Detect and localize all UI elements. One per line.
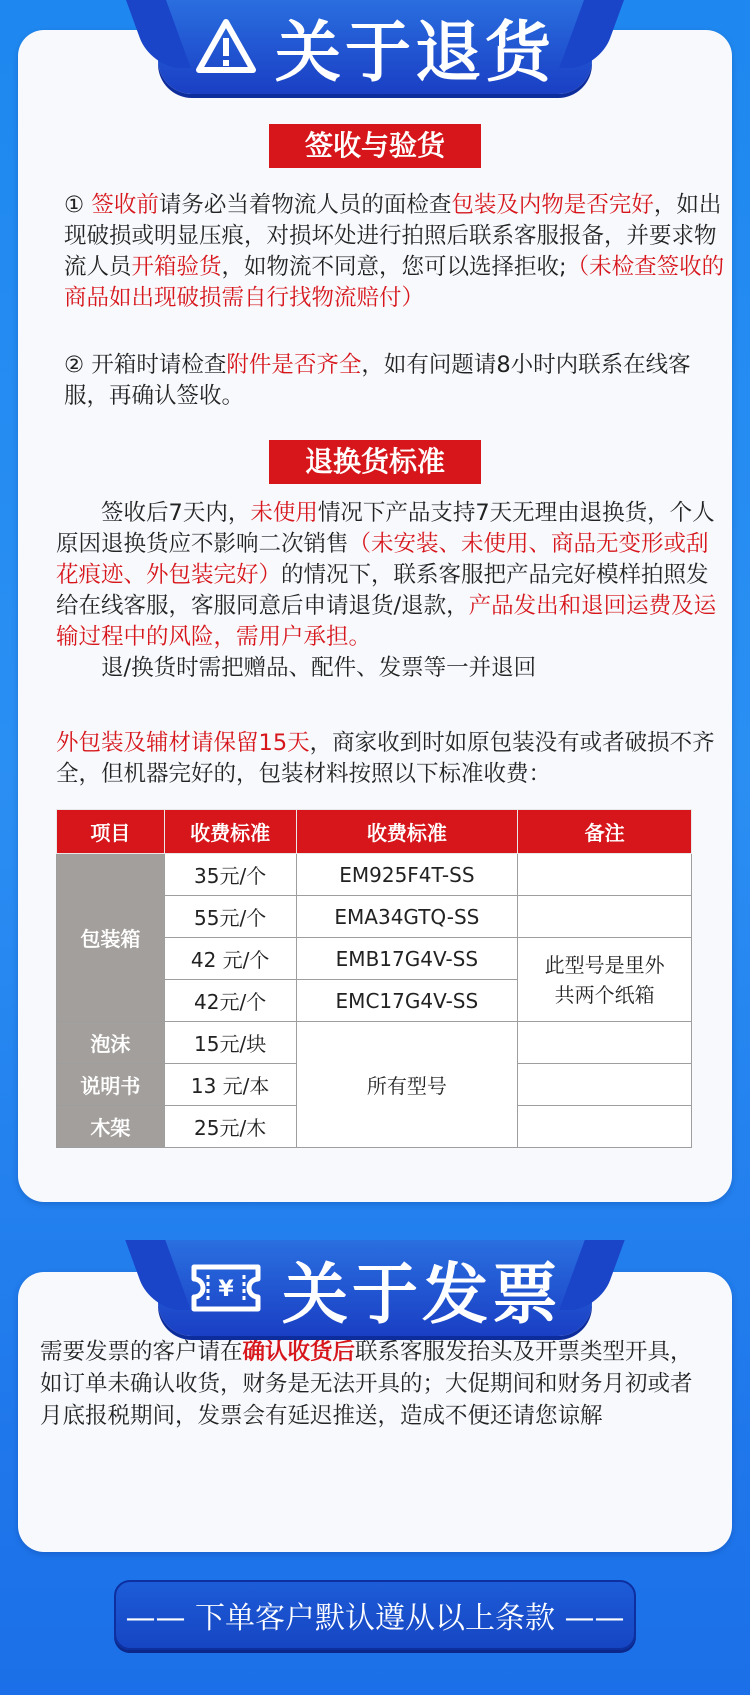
note-cell — [518, 1022, 692, 1064]
item-cell: 木架 — [57, 1106, 165, 1148]
table-header: 收费标准 — [296, 810, 518, 854]
highlight-text: 确认收货后 — [242, 1339, 356, 1365]
table-row — [57, 1022, 692, 1064]
returns-banner — [158, 0, 592, 94]
table-header: 项目 — [57, 810, 165, 854]
currency-symbol: ¥ — [218, 1277, 234, 1302]
invoice-paragraph — [40, 1336, 700, 1432]
item-cell: 说明书 — [57, 1064, 165, 1106]
price-cell: 42 元/个 — [164, 938, 296, 980]
highlight-text: 附件是否齐全 — [226, 352, 362, 378]
model-cell: EMA34GTQ-SS — [296, 896, 518, 938]
section-tag-inspection: 签收与验货 — [269, 124, 481, 168]
highlight-text: 签收前 — [91, 192, 159, 218]
body-text: 联系客服发抬头及开票类型开具，如订单未确认收货，财务是无法开具的；大促期间和财务月初或者月底报税期间，发票会有延迟推送，造成不便还请您谅解 — [40, 1339, 693, 1429]
body-text: 的情况下，联系客服把产品完好模样拍照发给在线客服，客服同意后申请退货/退款， — [56, 562, 709, 619]
price-cell: 55元/个 — [164, 896, 296, 938]
model-cell: EMC17G4V-SS — [296, 980, 518, 1022]
note-cell — [518, 854, 692, 896]
model-cell: EM925F4T-SS — [296, 854, 518, 896]
body-text: ② 开箱时请检查 — [64, 352, 227, 378]
note-cell — [518, 1106, 692, 1148]
return-standard-paragraph — [56, 498, 728, 684]
invoice-title: 关于发票 — [282, 1255, 562, 1333]
highlight-text: （未安装、未使用、商品无变形或刮花痕迹、外包装完好） — [56, 531, 709, 588]
price-cell: 35元/个 — [164, 854, 296, 896]
table-header: 备注 — [518, 810, 692, 854]
section-tag-return-standard: 退换货标准 — [269, 440, 481, 484]
body-text: ，如有问题请8小时内联系在线客服，再确认签收。 — [64, 352, 691, 409]
returns-title: 关于退货 — [275, 13, 555, 91]
table-header-row — [57, 810, 692, 854]
price-cell: 42元/个 — [164, 980, 296, 1022]
note-cell — [518, 896, 692, 938]
price-cell: 13 元/本 — [164, 1064, 296, 1106]
warning-icon — [195, 18, 257, 74]
highlight-text: 产品发出和退回运费及运输过程中的风险，需用户承担。 — [56, 593, 717, 650]
highlight-text: （未检查签收的商品如出现破损需自行找物流赔付） — [64, 254, 725, 311]
body-text: 退/换货时需把赠品、配件、发票等一并退回 — [101, 655, 537, 681]
body-text: ，如物流不同意，您可以选择拒收; — [221, 254, 567, 280]
body-text: 请务必当着物流人员的面检查 — [158, 192, 452, 218]
body-text: ，如出现破损或明显压痕，对损坏处进行拍照后联系客服报备，并要求物流人员 — [64, 192, 722, 280]
returns-card — [18, 30, 732, 1202]
item-cell: 包装箱 — [57, 854, 165, 1022]
packaging-paragraph — [56, 728, 728, 790]
inspection-paragraph-1 — [64, 190, 726, 314]
price-cell: 15元/块 — [164, 1022, 296, 1064]
highlight-text: 包装及内物是否完好 — [451, 192, 654, 218]
table-header: 收费标准 — [164, 810, 296, 854]
price-cell: 25元/木 — [164, 1106, 296, 1148]
item-cell: 泡沫 — [57, 1022, 165, 1064]
highlight-text: 未使用 — [250, 500, 318, 526]
body-text: 签收后7天内， — [101, 500, 251, 526]
highlight-text: 外包装及辅材请保留15天 — [56, 730, 310, 756]
model-cell: EMB17G4V-SS — [296, 938, 518, 980]
packaging-fee-table — [56, 809, 692, 1148]
body-text: 需要发票的客户请在 — [40, 1339, 243, 1365]
inspection-paragraph-2 — [64, 350, 726, 412]
bullet-number: ① — [64, 192, 92, 218]
invoice-banner — [158, 1240, 592, 1336]
body-text: 情况下产品支持7天无理由退换货，个人原因退换货应不影响二次销售 — [56, 500, 715, 557]
body-text: ，商家收到时如原包装没有或者破损不齐全，但机器完好的，包装材料按照以下标准收费： — [56, 730, 715, 787]
terms-footer: —— 下单客户默认遵从以上条款 —— — [114, 1580, 636, 1650]
highlight-text: 开箱验货 — [131, 254, 222, 280]
table-row — [57, 854, 692, 896]
note-cell: 此型号是里外共两个纸箱 — [518, 938, 692, 1022]
ticket-icon — [188, 1263, 264, 1313]
model-cell: 所有型号 — [296, 1022, 518, 1148]
note-cell — [518, 1064, 692, 1106]
